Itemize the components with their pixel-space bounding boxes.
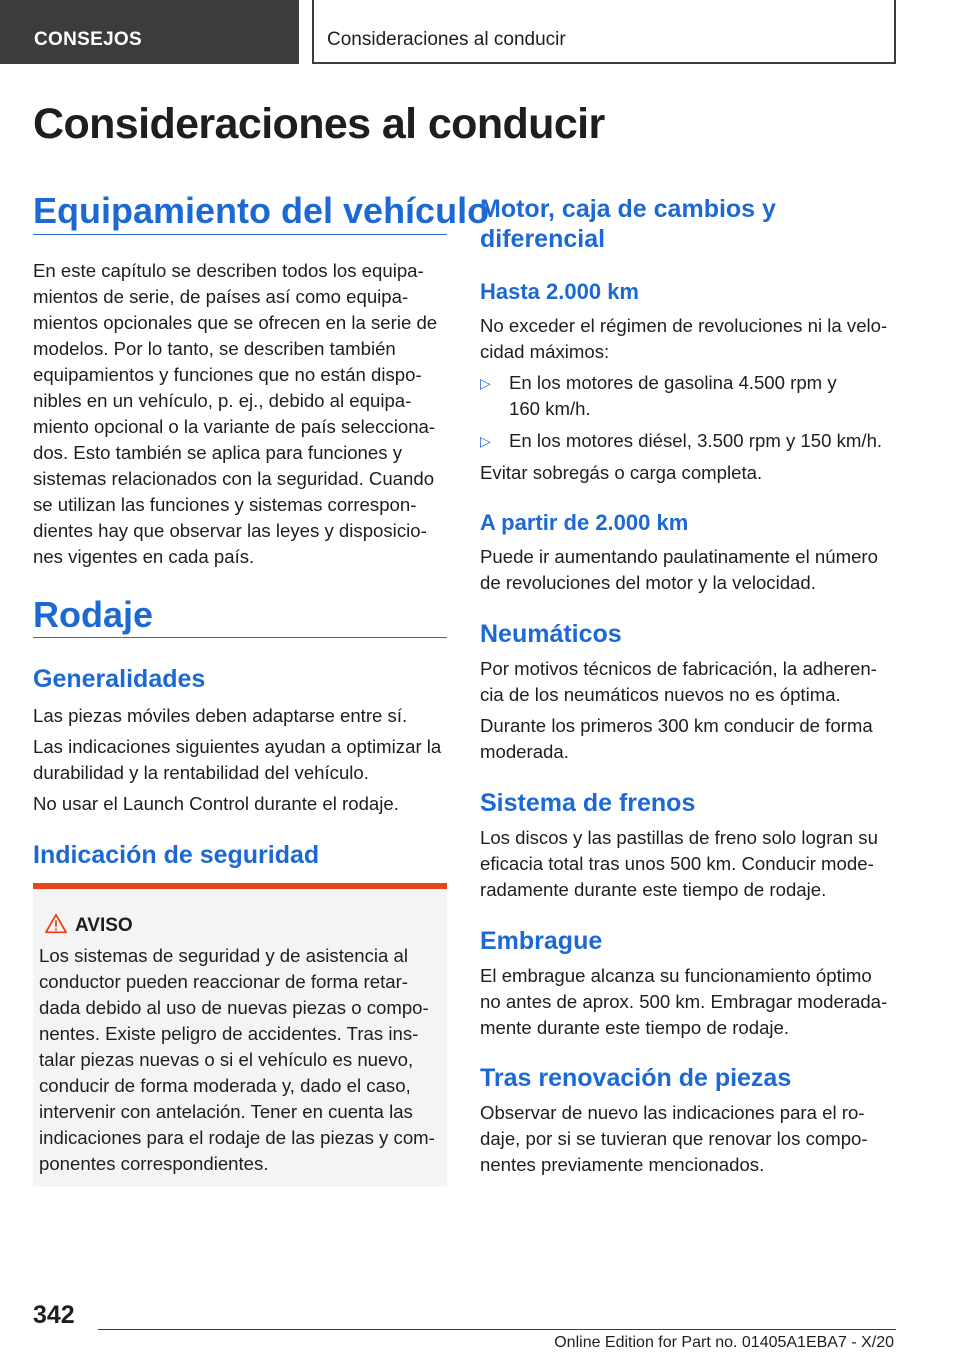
- text-line: nentes previamente mencionados.: [480, 1154, 765, 1175]
- text-line: conducir de forma moderada y, dado el caso,: [39, 1075, 411, 1096]
- text-line: 160 km/h.: [509, 398, 591, 419]
- text-line: Los discos y las pastillas de freno solo logran su: [480, 827, 878, 848]
- list-item-text: [509, 370, 837, 422]
- chapter-header: Consideraciones al conducir: [312, 0, 896, 64]
- general-paragraph-1: [33, 703, 407, 729]
- text-line: intervenir con antelación. Tener en cuenta las: [39, 1101, 413, 1122]
- text-line: Por motivos técnicos de fabricación, la adheren-: [480, 658, 877, 679]
- neum-paragraph-2: [480, 713, 873, 765]
- heading-embrague: Embrague: [480, 927, 603, 955]
- general-paragraph-3: [33, 791, 399, 817]
- text-line: nes vigentes en cada país.: [33, 546, 255, 567]
- heading-hasta: Hasta 2.000 km: [480, 279, 639, 304]
- text-line: ponentes correspondientes.: [39, 1153, 269, 1174]
- heading-rule: [33, 637, 447, 638]
- general-paragraph-2: [33, 734, 441, 786]
- text-line: En los motores diésel, 3.500 rpm y 150 km/h.: [509, 430, 883, 451]
- text-line: moderada.: [480, 741, 569, 762]
- text-line: no antes de aprox. 500 km. Embragar moderada-: [480, 991, 888, 1012]
- text-line: conductor pueden reaccionar de forma retar-: [39, 971, 408, 992]
- text-line: daje, por si se tuvieran que renovar los compo-: [480, 1128, 868, 1149]
- text-line: dada debido al uso de nuevas piezas o compo-: [39, 997, 429, 1018]
- text-line: cia de los neumáticos nuevos no es óptima.: [480, 684, 841, 705]
- text-line: En este capítulo se describen todos los equipa-: [33, 260, 424, 281]
- heading-tras-renovacion: Tras renovación de piezas: [480, 1064, 792, 1092]
- text-line: radamente durante este tiempo de rodaje.: [480, 879, 827, 900]
- heading-frenos: Sistema de frenos: [480, 789, 696, 817]
- equip-paragraph: [33, 258, 437, 570]
- avoid-paragraph: [480, 460, 762, 486]
- text-line: modelos. Por lo tanto, se describen también: [33, 338, 396, 359]
- text-line: miento opcional o la variante de país selecciona-: [33, 416, 436, 437]
- warning-box: [33, 883, 447, 1187]
- footer-edition: Online Edition for Part no. 01405A1EBA7 - X/20: [554, 1334, 894, 1351]
- text-line: nibles en un vehículo, p. ej., debido al equipa-: [33, 390, 412, 411]
- text-line: El embrague alcanza su funcionamiento óptimo: [480, 965, 872, 986]
- list-item-text: [509, 428, 882, 454]
- warning-label: AVISO: [75, 915, 133, 936]
- text-line: indicaciones para el rodaje de las piezas y com-: [39, 1127, 435, 1148]
- text-line: Durante los primeros 300 km conducir de forma: [480, 715, 873, 736]
- footer-rule: [98, 1329, 896, 1330]
- heading-rodaje: Rodaje: [33, 594, 154, 635]
- text-line: dientes hay que observar las leyes y disposicio-: [33, 520, 427, 541]
- text-line: eficacia total tras unos 500 km. Conducir mode-: [480, 853, 874, 874]
- heading-equipamiento: Equipamiento del vehículo: [33, 190, 490, 231]
- heading-motor: [480, 194, 776, 254]
- neum-paragraph-1: [480, 656, 877, 708]
- text-line: En los motores de gasolina 4.500 rpm y: [509, 372, 837, 393]
- text-line: No exceder el régimen de revoluciones ni la velo-: [480, 315, 888, 336]
- warning-text: [39, 943, 435, 1177]
- embrague-paragraph: [480, 963, 887, 1041]
- heading-a-partir: A partir de 2.000 km: [480, 510, 689, 535]
- text-line: mientos de serie, de países así como equipa-: [33, 286, 409, 307]
- page-number: 342: [33, 1301, 75, 1329]
- text-line: cidad máximos:: [480, 341, 610, 362]
- text-line: Observar de nuevo las indicaciones para el ro-: [480, 1102, 865, 1123]
- text-line: nentes. Existe peligro de accidentes. Tras ins-: [39, 1023, 419, 1044]
- text-line: No usar el Launch Control durante el rodaje.: [33, 793, 399, 814]
- triangle-right-icon: ▷: [480, 375, 491, 391]
- heading-neumaticos: Neumáticos: [480, 620, 622, 648]
- text-line: dos. Esto también se aplica para funciones y: [33, 442, 402, 463]
- tras-paragraph: [480, 1100, 868, 1178]
- apartir-paragraph: [480, 544, 878, 596]
- text-line: talar piezas nuevas o si el vehículo es nuevo,: [39, 1049, 414, 1070]
- text-line: mientos opcionales que se ofrecen en la serie de: [33, 312, 438, 333]
- section-tab: CONSEJOS: [0, 0, 299, 64]
- page-title: Consideraciones al conducir: [33, 100, 605, 148]
- text-line: durabilidad y la rentabilidad del vehículo.: [33, 762, 369, 783]
- triangle-right-icon: ▷: [480, 433, 491, 449]
- heading-motor-line-1: Motor, caja de cambios y: [480, 195, 776, 223]
- text-line: de revoluciones del motor y la velocidad.: [480, 572, 816, 593]
- text-line: Puede ir aumentando paulatinamente el número: [480, 546, 878, 567]
- heading-rule: [33, 234, 447, 235]
- heading-motor-line-2: diferencial: [480, 225, 606, 253]
- text-line: mente durante este tiempo de rodaje.: [480, 1017, 790, 1038]
- text-line: Evitar sobregás o carga completa.: [480, 462, 763, 483]
- heading-generalidades: Generalidades: [33, 665, 206, 693]
- warning-triangle-icon: [45, 913, 67, 935]
- text-line: Las piezas móviles deben adaptarse entre sí.: [33, 705, 408, 726]
- hasta-paragraph: [480, 313, 887, 365]
- text-line: Las indicaciones siguientes ayudan a optimizar la: [33, 736, 442, 757]
- frenos-paragraph: [480, 825, 878, 903]
- heading-seguridad: Indicación de seguridad: [33, 841, 320, 869]
- text-line: equipamientos y funciones que no están dispo-: [33, 364, 422, 385]
- text-line: se utilizan las funciones y sistemas correspon-: [33, 494, 417, 515]
- text-line: sistemas relacionados con la seguridad. Cuando: [33, 468, 435, 489]
- text-line: Los sistemas de seguridad y de asistencia al: [39, 945, 408, 966]
